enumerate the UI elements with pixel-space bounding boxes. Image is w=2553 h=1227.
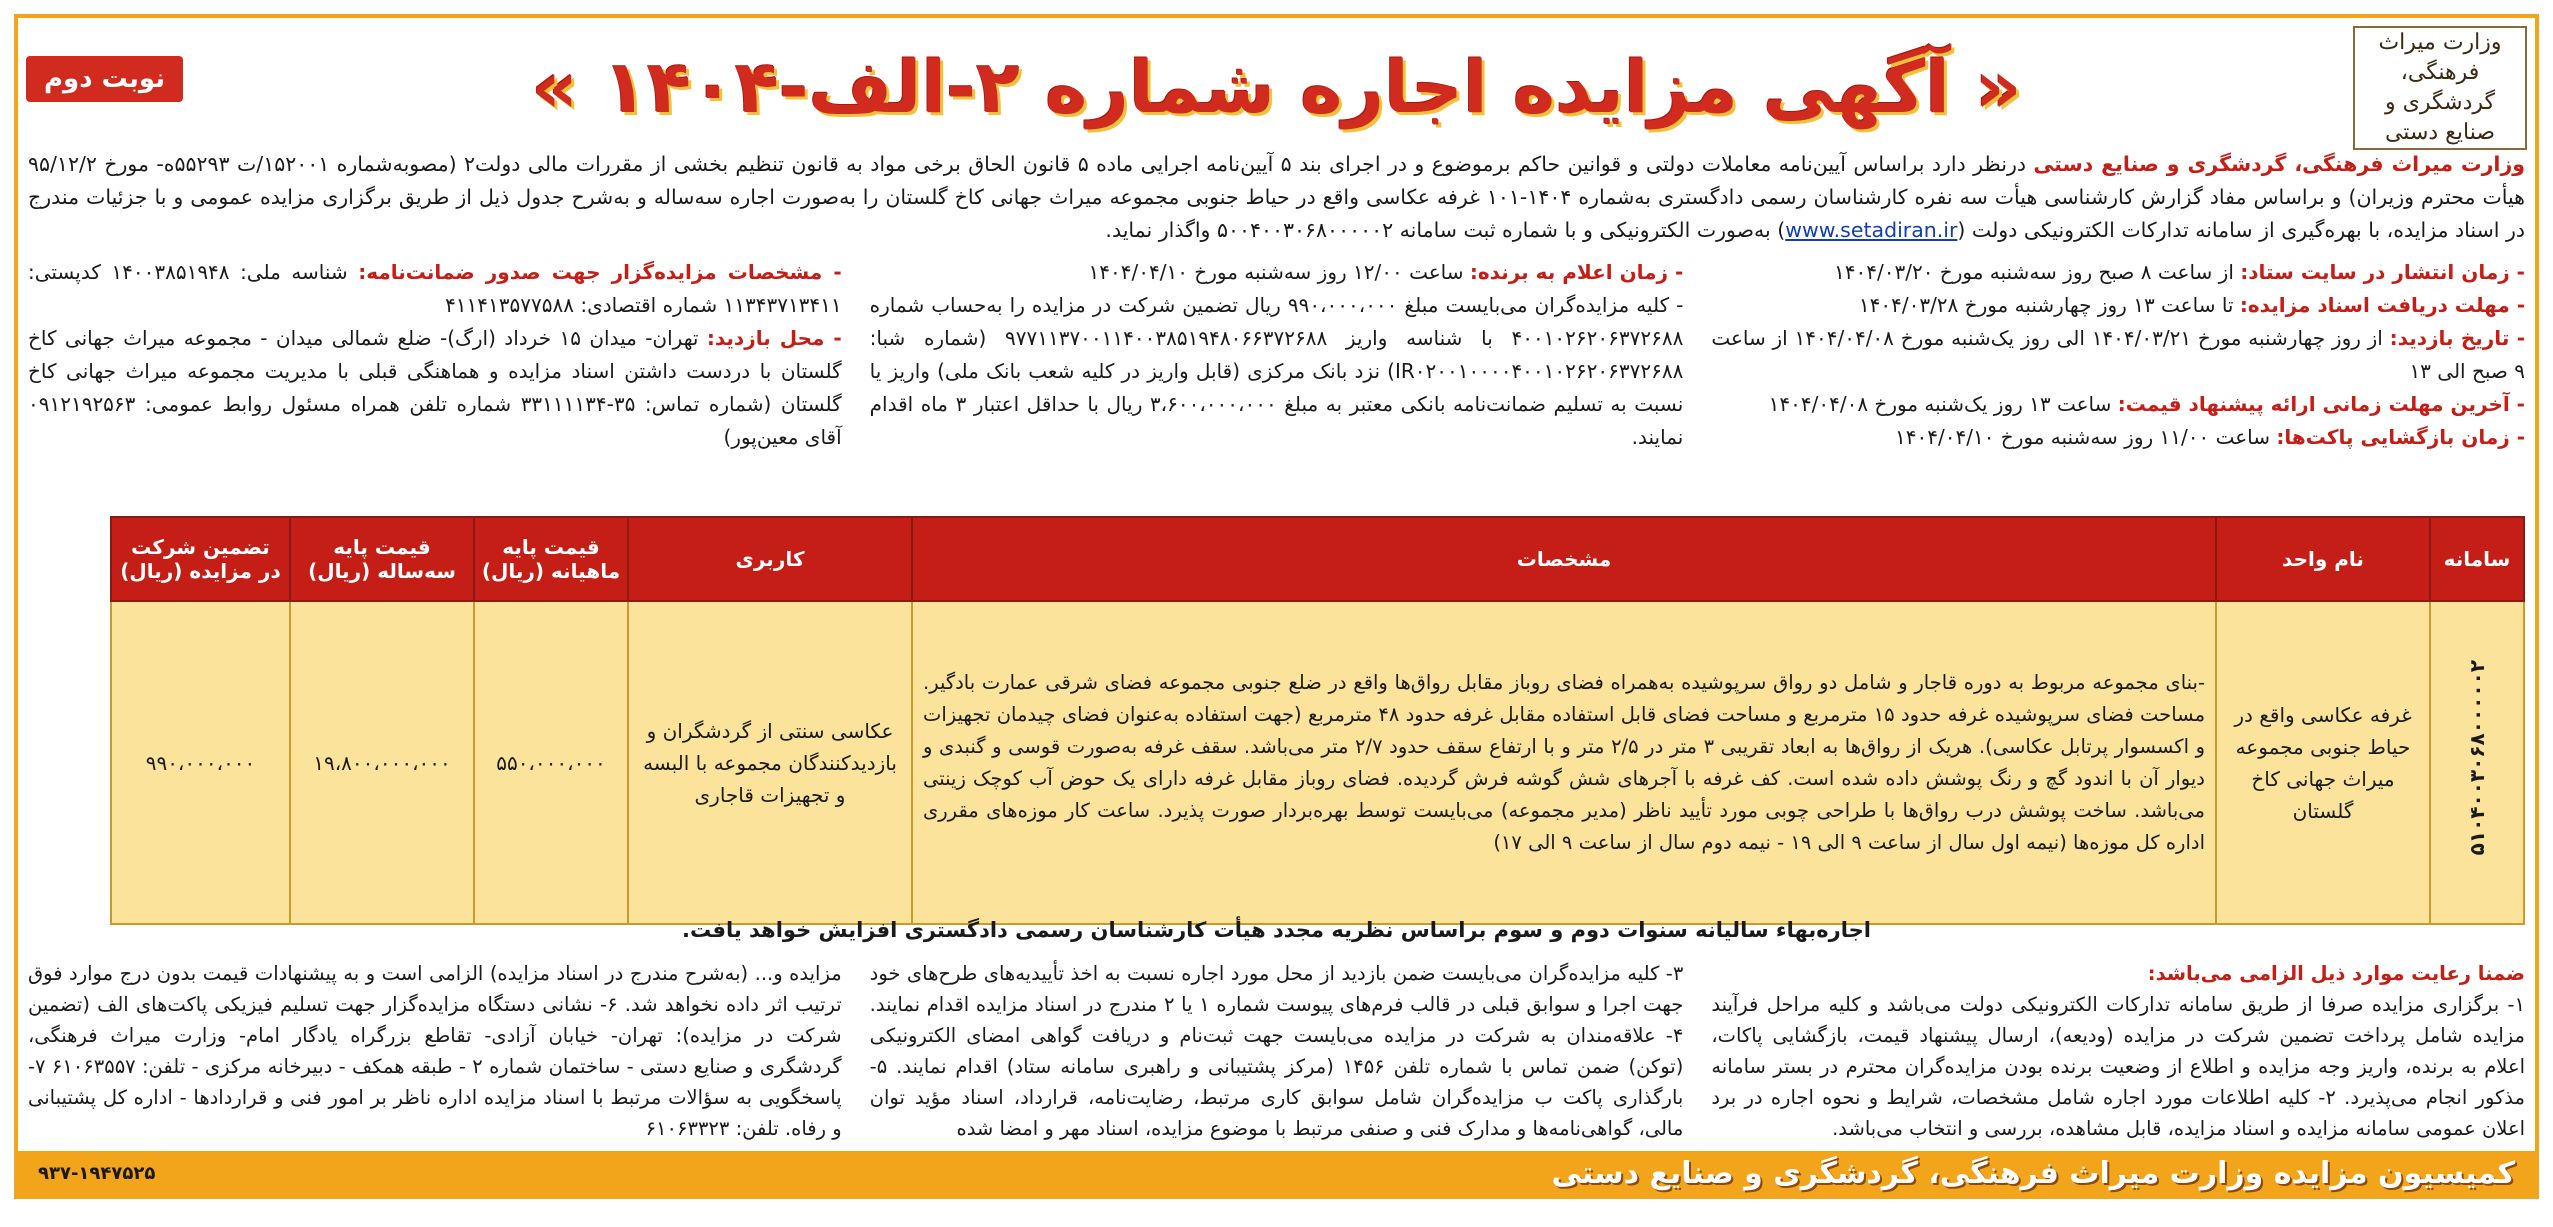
info-col-contact <box>28 256 842 506</box>
col-spec: مشخصات <box>912 517 2216 601</box>
info-item <box>1711 256 2525 289</box>
terms-section <box>28 958 2525 1138</box>
info-key: - زمان انتشار در سایت ستاد: <box>2240 260 2525 284</box>
cell-spec: -بنای مجموعه مربوط به دوره قاجار و شامل دو رواق سرپوشیده به‌همراه فضای روباز مقابل رواق‌ها واقع در ضلع جنوبی مجموعه فضای شرقی عمارت بادگیر. مساحت فضای سرپوشیده غرفه حدود ۱۵ مترمربع و مساحت فضای قابل استفاده مقابل غرفه حدود ۴۸ مترمربع (جهت استفاده به‌عنوان فضای چیدمان تجهیزات و اکسسوار پرتابل عکاسی). هریک از رواق‌ها به ابعاد تقریبی ۳ متر در ۲/۵ متر و با ارتفاع سقف حدود ۲/۷ متر می‌باشد. سقف غرفه به‌صورت قوسی و گنبدی و دیوار آن با اندود گچ و رنگ پوشش داده شده است. کف غرفه با آجرهای شش گوشه فرش گردیده. فضای روباز مقابل غرفه دارای یک حوض آب کوچک زینتی می‌باشد. ساخت پوشش درب رواق‌ها با طراحی چوبی مورد تأیید ناظر (مدیر مجموعه) می‌بایست توسط بهره‌بردار صورت پذیرد. ساعت کار موزه‌های مقرری اداره کل موزه‌ها (نیمه اول سال از ساعت ۹ الی ۱۹ - نیمه دوم سال از ساعت ۹ الی ۱۷) <box>912 601 2216 924</box>
terms-col-2 <box>870 958 1684 1138</box>
info-value: شناسه ملی: ۱۴۰۰۳۸۵۱۹۴۸ کدپستی: ۱۱۳۴۳۷۱۳۴۱۱ شماره اقتصادی: ۴۱۱۴۱۳۵۷۷۵۸۸ <box>27 260 842 317</box>
info-item <box>870 289 1684 454</box>
col-system: سامانه <box>2430 517 2524 601</box>
info-section <box>28 256 2525 506</box>
info-item <box>1711 421 2525 454</box>
setad-link[interactable]: www.setadiran.ir <box>1785 218 1958 242</box>
title-wrap <box>216 32 2337 142</box>
info-item <box>1711 322 2525 388</box>
intro-part2: ) به‌صورت الکترونیکی و با شماره ثبت سامانه ۵۰۰۴۰۰۳۰۶۸۰۰۰۰۰۲ واگذار نماید. <box>1105 218 1786 242</box>
terms-text: مزایده و... (به‌شرح مندرج در اسناد مزایده) الزامی است و به پیشنهادات قیمت بدون درج موارد فوق ترتیب اثر داده نخواهد شد. ۶- نشانی دستگاه مزایده‌گزار جهت تسلیم فیزیکی پاکت‌های الف (تضمین شرکت در مزایده): تهران- خیابان آزادی- تقاطع بزرگراه یادگار امام- وزارت میراث فرهنگی، گردشگری و صنایع دستی - ساختمان شماره ۲ - طبقه همکف - دبیرخانه مرکزی - تلفن: ۶۱۰۶۳۵۵۷ ۷- پاسخگویی به سؤالات مرتبط با اسناد مزایده اداره ناظر بر امور فنی و قراردادها - اداره کل پشتیبانی و رفاه. تلفن: ۶۱۰۶۳۳۲۳ <box>27 962 842 1140</box>
col-threeyear: قیمت پایه سه‌ساله (ریال) <box>290 517 474 601</box>
col-monthly: قیمت پایه ماهیانه (ریال) <box>474 517 628 601</box>
page-title: « آگهی مزایده اجاره شماره ۲-الف-۱۴۰۴ » <box>531 45 2022 129</box>
footer-code: ۹۳۷-۱۹۴۷۵۲۵ <box>38 1162 156 1184</box>
info-item <box>870 256 1684 289</box>
info-key: - زمان بازگشایی پاکت‌ها: <box>2276 425 2525 449</box>
intro-org: وزارت میراث فرهنگی، گردشگری و صنایع دستی <box>2033 152 2525 176</box>
info-value: - کلیه مزایده‌گران می‌بایست مبلغ ۹۹۰،۰۰۰،۰۰۰ ریال تضمین شرکت در مزایده را به‌حساب شماره ۴۰۰۱۰۲۶۲۰۶۳۷۲۶۸۸ با شناسه واریز ۹۷۷۱۱۳۷۰۰۱۱۴۰۰۳۸۵۱۹۴۸۰۶۶۳۷۲۶۸۸ (شماره شبا: IR۰۲۰۰۱۰۰۰۰۴۰۰۱۰۲۶۲۰۶۳۷۲۶۸۸) نزد بانک مرکزی (قابل واریز در کلیه شعب بانک ملی) واریز یا نسبت به تسلیم ضمانت‌نامه بانکی معتبر به مبلغ ۳،۶۰۰،۰۰۰،۰۰۰ ریال با حداقل اعتبار ۳ ماه اقدام نمایند. <box>869 293 1684 449</box>
col-usage: کاربری <box>628 517 912 601</box>
footer-bar <box>18 1151 2535 1195</box>
table-header-row <box>111 517 2524 601</box>
col-guarantee: تضمین شرکت در مزایده (ریال) <box>111 517 290 601</box>
info-value: ساعت ۱۳ روز یک‌شنبه مورخ ۱۴۰۴/۰۴/۰۸ <box>1768 392 2118 416</box>
info-value: تهران- میدان ۱۵ خرداد (ارگ)- ضلع شمالی میدان - مجموعه میراث جهانی کاخ گلستان با دردست داشتن اسناد مزایده و هماهنگی قبلی با مدیریت مجموعه میراث جهانی کاخ گلستان (شماره تماس: ۳۵-۳۳۱۱۱۱۳۴ شماره تلفن همراه مسئول روابط عمومی: ۰۹۱۲۱۹۲۵۶۳ آقای معین‌پور) <box>27 326 842 449</box>
lease-table <box>110 516 2525 925</box>
terms-text: ۳- کلیه مزایده‌گران می‌بایست ضمن بازدید از محل مورد اجاره نسبت به اخذ تأییدیه‌های طرح‌های خود جهت اجرا و سوابق قبلی در قالب فرم‌های پیوست شماره ۱ یا ۲ مندرج در اسناد مزایده اقدام نمایند. ۴- علاقه‌مندان به شرکت در مزایده می‌بایست جهت ثبت‌نام و دریافت گواهی امضای الکترونیکی (توکن) ضمن تماس با شماره تلفن ۱۴۵۶ (مرکز پشتیبانی و راهبری سامانه ستاد) اقدام نمایند. ۵- بارگذاری پاکت ب مزایده‌گران شامل سوابق کاری مرتبط، رضایت‌نامه، قرارداد، اسناد مؤید توان مالی، گواهی‌نامه‌ها و مدارک فنی و صنفی مرتبط با موضوع مزایده، اسناد مهر و امضا شده <box>869 962 1684 1140</box>
terms-text: ۱- برگزاری مزایده صرفا از طریق سامانه تدارکات الکترونیکی دولت می‌باشد و کلیه مراحل فرآیند مزایده شامل پرداخت تضمین شرکت در مزایده (ودیعه)، ارسال پیشنهاد قیمت، بازگشایی پاکات، اعلام به برنده، واریز وجه مزایده و اطلاع از وضعیت برنده بودن مزایده‌گران محترم در بستر سامانه مذکور انجام می‌پذیرد. ۲- کلیه اطلاعات مورد اجاره شامل مشخصات، شرایط و نحوه اجاره در برد اعلان عمومی سامانه مزایده و اسناد مزایده، قابل مشاهده، بررسی و انتخاب می‌باشد. <box>1711 993 2525 1140</box>
cell-system <box>2430 601 2524 924</box>
round-badge: نوبت دوم <box>26 56 183 102</box>
header <box>26 26 2527 146</box>
terms-heading: ضمنا رعایت موارد ذیل الزامی می‌باشد: <box>2147 962 2525 985</box>
cell-monthly: ۵۵۰،۰۰۰،۰۰۰ <box>474 601 628 924</box>
info-key: - مهلت دریافت اسناد مزایده: <box>2239 293 2525 317</box>
info-key: - محل بازدید: <box>706 326 842 350</box>
info-col-payment <box>870 256 1684 506</box>
info-value: از ساعت ۸ صبح روز سه‌شنبه مورخ ۱۴۰۴/۰۳/۲۰ <box>1834 260 2241 284</box>
system-number: ۵۱۰۴۰۰۳۰۶۸۰۰۰۰۰۲ <box>2465 660 2489 856</box>
info-key: - زمان اعلام به برنده: <box>1469 260 1684 284</box>
terms-col-3 <box>28 958 842 1138</box>
logo-text: وزارت میراث فرهنگی، گردشگری و صنایع دستی <box>2378 30 2502 145</box>
col-unit: نام واحد <box>2216 517 2430 601</box>
table-row <box>111 601 2524 924</box>
info-value: تا ساعت ۱۳ روز چهارشنبه مورخ ۱۴۰۴/۰۳/۲۸ <box>1858 293 2240 317</box>
intro-paragraph <box>28 148 2525 247</box>
intro-part1: درنظر دارد براساس آیین‌نامه معاملات دولتی و قوانین حاکم برموضوع و در اجرای بند ۵ آیین‌نامه اجرایی ماده ۵ قانون الحاق برخی مواد به قانون تنظیم بخشی از مقررات مالی دولت۲ (مصوبه‌شماره ۱۵۲۰۰۱/ت ۵۵۲۹۳ه- مورخ ۹۵/۱۲/۲ هیأت محترم وزیران) و براساس مفاد گزارش کارشناسی هیأت سه نفره کارشناسان رسمی دادگستری به‌شماره ۱۴۰۴-۱۰۱ غرفه عکاسی واقع در حیاط جنوبی مجموعه میراث جهانی کاخ گلستان را به‌صورت اجاره سه‌ساله و به‌شرح جدول ذیل از طریق برگزاری مزایده عمومی و با جزئیات مندرج در اسناد مزایده، با بهره‌گیری از سامانه تدارکات الکترونیکی دولت ( <box>28 152 2525 242</box>
cell-threeyear: ۱۹،۸۰۰،۰۰۰،۰۰۰ <box>290 601 474 924</box>
cell-unit: غرفه عکاسی واقع در حیاط جنوبی مجموعه میراث جهانی کاخ گلستان <box>2216 601 2430 924</box>
info-value: ساعت ۱۲/۰۰ روز سه‌شنبه مورخ ۱۴۰۴/۰۴/۱۰ <box>1088 260 1470 284</box>
info-col-dates <box>1711 256 2525 506</box>
ministry-logo <box>2353 26 2527 150</box>
auction-notice <box>14 14 2539 1199</box>
info-value: از روز چهارشنبه مورخ ۱۴۰۴/۰۳/۲۱ الی روز یک‌شنبه مورخ ۱۴۰۴/۰۴/۰۸ از ساعت ۹ صبح الی ۱۳ <box>1711 326 2525 383</box>
info-item <box>28 322 842 454</box>
cell-usage: عکاسی سنتی از گردشگران و بازدیدکنندگان مجموعه با البسه و تجهیزات قاجاری <box>628 601 912 924</box>
rent-increase-note: اجاره‌بهاء سالیانه سنوات دوم و سوم براساس نظریه مجدد هیأت کارشناسان رسمی دادگستری افزایش خواهد یافت. <box>681 918 1871 942</box>
info-item <box>28 256 842 322</box>
info-item <box>1711 388 2525 421</box>
footer-title: کمیسیون مزایده وزارت میراث فرهنگی، گردشگری و صنایع دستی <box>1551 1155 2515 1191</box>
info-key: - آخرین مهلت زمانی ارائه پیشنهاد قیمت: <box>2117 392 2525 416</box>
info-value: ساعت ۱۱/۰۰ روز سه‌شنبه مورخ ۱۴۰۴/۰۴/۱۰ <box>1895 425 2277 449</box>
cell-guarantee: ۹۹۰،۰۰۰،۰۰۰ <box>111 601 290 924</box>
info-key: - مشخصات مزایده‌گزار جهت صدور ضمانت‌نامه: <box>358 260 842 284</box>
info-key: - تاریخ بازدید: <box>2389 326 2525 350</box>
info-item <box>1711 289 2525 322</box>
terms-col-1 <box>1711 958 2525 1138</box>
